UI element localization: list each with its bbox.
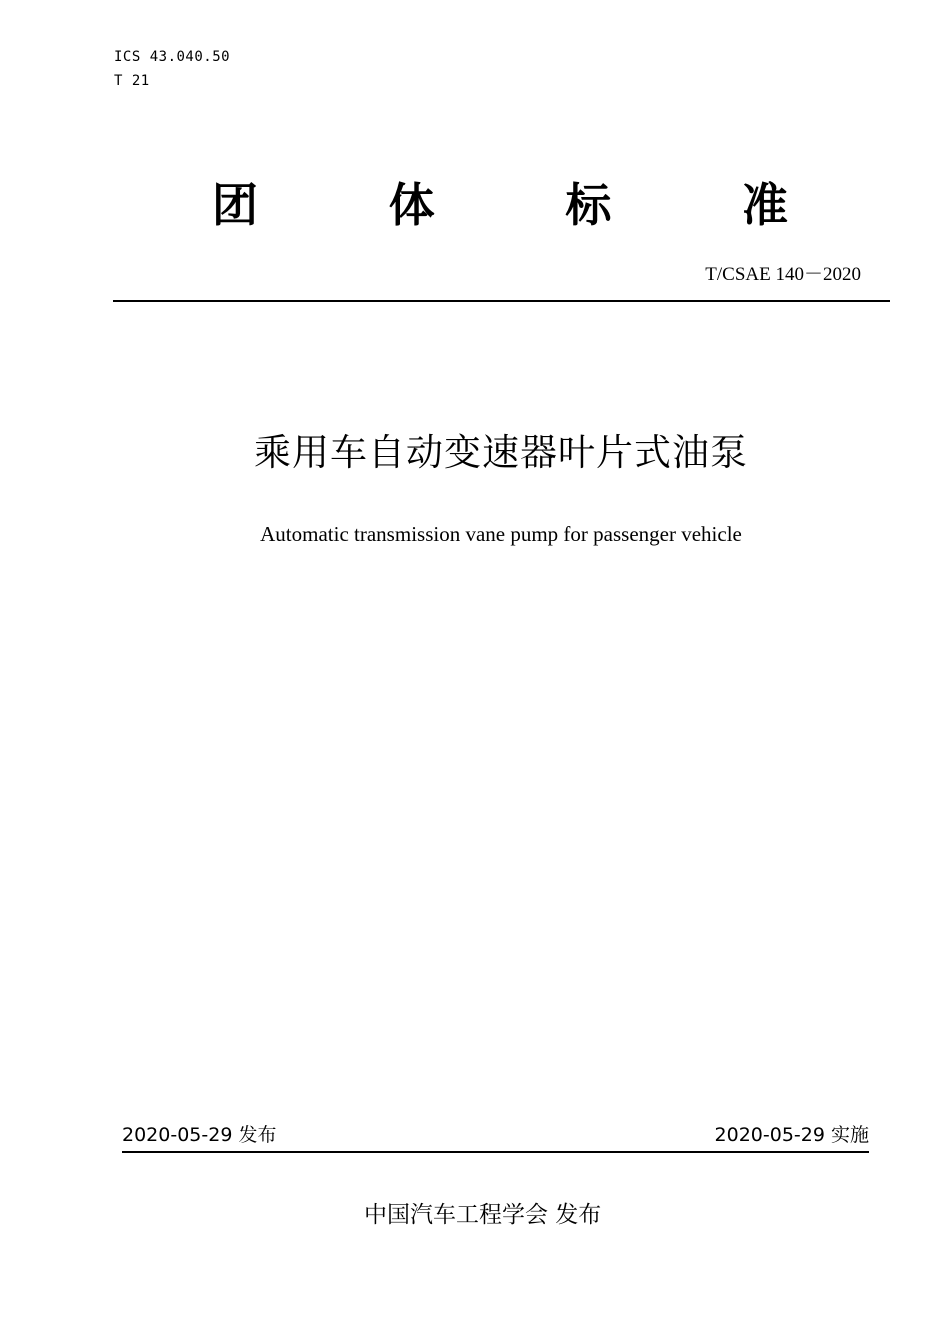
standard-type-char-3: 标 [565, 178, 612, 232]
standard-type-char-1: 团 [212, 178, 258, 232]
ics-code: ICS 43.040.50 [114, 49, 231, 65]
standard-number: T/CSAE 140－2020 [705, 264, 861, 285]
implementation-date: 2020-05-29 实施 [714, 1124, 869, 1146]
publish-date: 2020-05-29 发布 [122, 1124, 277, 1146]
standard-type-char-4: 准 [741, 178, 788, 232]
document-title-english: Automatic transmission vane pump for passenger vehicle [260, 522, 742, 546]
document-title-chinese: 乘用车自动变速器叶片式油泵 [254, 431, 748, 474]
standard-type-char-2: 体 [388, 178, 435, 232]
classification-code: T 21 [114, 73, 150, 89]
publisher: 中国汽车工程学会 发布 [364, 1202, 602, 1228]
footer-divider [122, 1151, 869, 1153]
standard-type-heading [200, 170, 800, 240]
header-divider [113, 300, 890, 302]
